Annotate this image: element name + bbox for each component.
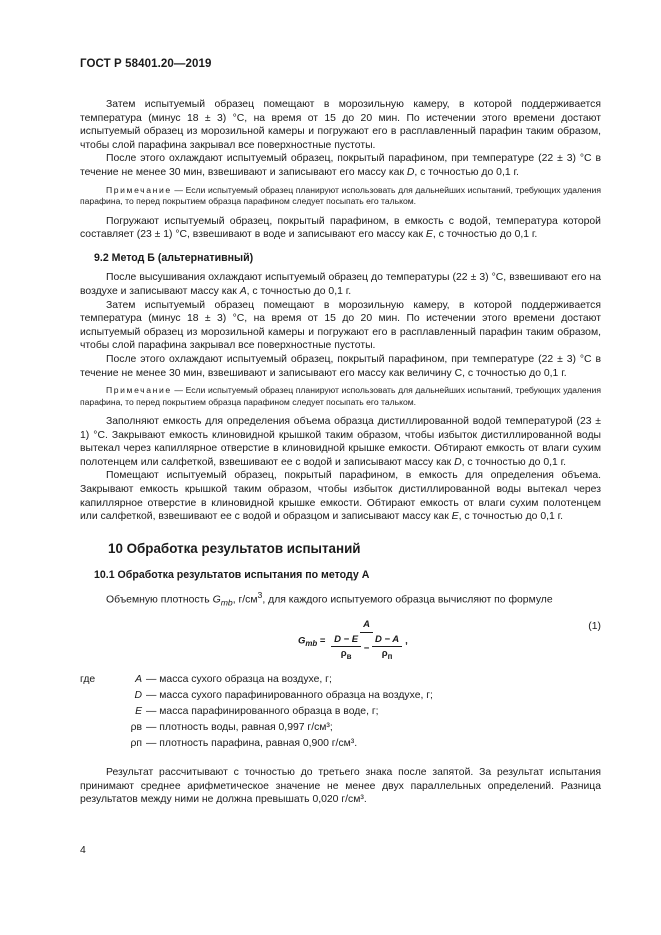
paragraph: После этого охлаждают испытуемый образец, покрытый парафином, при температуре (22 ± 3) °С в течение не менее 30 мин, взвешивают и записывают его массу как D, с точностью до 0,1 г. <box>80 153 601 178</box>
formula <box>80 614 601 662</box>
where-label: где <box>80 674 96 686</box>
definition-symbol: D <box>134 690 142 702</box>
definition-text: — масса сухого парафинированного образца на воздухе, г; <box>146 690 433 702</box>
definition-row <box>80 720 601 736</box>
subsection-title: 10.1 Обработка результатов испытания по методу А <box>94 569 370 582</box>
definition-symbol: E <box>135 706 142 718</box>
paragraph: Результат рассчитывают с точностью до третьего знака после запятой. За результат испытания принимают среднее арифметическое значение не менее двух параллельных определений. Разница результатов между ними не должна превышать 0,020 г/см³. <box>80 767 601 806</box>
document-body <box>80 98 601 807</box>
definition-text: — масса сухого образца на воздухе, г; <box>146 674 332 686</box>
section-title: 10 Обработка результатов испытаний <box>108 540 361 556</box>
definition-row <box>80 672 601 688</box>
definition-symbol: A <box>135 674 142 686</box>
note: Примечание — Если испытуемый образец планируют использовать для дальнейших испытаний, требующих удаления парафина, то перед покрытием образца парафином следует посыпать его тальком. <box>80 184 601 207</box>
definition-text: — плотность воды, равная 0,997 г/см³; <box>146 722 333 734</box>
definition-text: — масса парафинированного образца в воде, г; <box>146 706 379 718</box>
paragraph: После высушивания охлаждают испытуемый образец до температуры (22 ± 3) °С, взвешивают его на воздухе и записывают массу как A, с точностью до 0,1 г. <box>80 272 601 297</box>
variable-definitions <box>80 672 601 752</box>
definition-text: — плотность парафина, равная 0,900 г/см³. <box>146 738 358 750</box>
equation-number: (1) <box>588 621 601 633</box>
paragraph: Погружают испытуемый образец, покрытый парафином, в емкость с водой, температура которой составляет (23 ± 1) °С, взвешивают в воде и записывают его массу как E, с точностью до 0,1 г. <box>80 215 601 241</box>
paragraph: Затем испытуемый образец помещают в морозильную камеру, в которой поддерживается температура (минус 18 ± 3) °С, на время от 15 до 20 мин. По истечении этого времени достают испытуемый образец из морозильной камеры и погружают его в расплавленный парафин таким образом, чтобы слой парафина закрывал все поверхностные пустоты. <box>80 299 601 352</box>
paragraph: Помещают испытуемый образец, покрытый парафином, в емкость для определения объема. Закрывают емкость крышкой таким образом, чтобы избыток дистиллированной воды вытекал через капиллярное отверстие в клиновидной крышке емкости. Обтирают емкость от влаги сухим полотенцем или салфеткой, взвешивают ее с водой и образцом и записывают массу как E, с точностью до 0,1 г. <box>80 470 601 523</box>
document-header: ГОСТ Р 58401.20—2019 <box>80 58 212 70</box>
page-number: 4 <box>80 845 86 856</box>
definition-symbol: ρп <box>130 738 142 750</box>
definition-row <box>80 736 601 752</box>
paragraph: Затем испытуемый образец помещают в морозильную камеру, в которой поддерживается температура (минус 18 ± 3) °С, на время от 15 до 20 мин. По истечении этого времени достают испытуемый образец из морозильной камеры и погружают его в расплавленный парафин таким образом, чтобы слой парафина закрывал все поверхностные пустоты. <box>80 99 601 151</box>
note: Примечание — Если испытуемый образец планируют использовать для дальнейших испытаний, требующих удаления парафина, то перед покрытием образца парафином следует посыпать его тальком. <box>80 385 601 407</box>
formula-expression: $G_{mb}$ = A $\frac{D - E}{\rho_в}$ − $\frac{D - A}{\rho_п}$ , <box>298 619 408 662</box>
definition-row <box>80 704 601 720</box>
paragraph: После этого охлаждают испытуемый образец, покрытый парафином, при температуре (22 ± 3) °С в течение не менее 30 мин, взвешивают и записывают его массу как величину С, с точностью до 0,1 г. <box>80 353 601 379</box>
definition-symbol: ρв <box>130 722 142 734</box>
subsection-title: 9.2 Метод Б (альтернативный) <box>94 251 254 264</box>
paragraph: Заполняют емкость для определения объема образца дистиллированной водой температурой (23 ± 1) °С. Закрывают емкость клиновидной крышкой таким образом, чтобы избыток дистиллированной воды вытекал через капиллярное отверстие в клиновидной крышке емкости. Обтирают емкость от влаги сухим полотенцем или салфеткой, взвешивают ее с водой и записывают массу как D, с точностью до 0,1 г. <box>80 416 601 468</box>
paragraph: Объемную плотность $G_{mb}$, $г/см^3$, для каждого испытуемого образца вычисляют по формуле <box>106 590 553 608</box>
definition-row <box>80 688 601 704</box>
